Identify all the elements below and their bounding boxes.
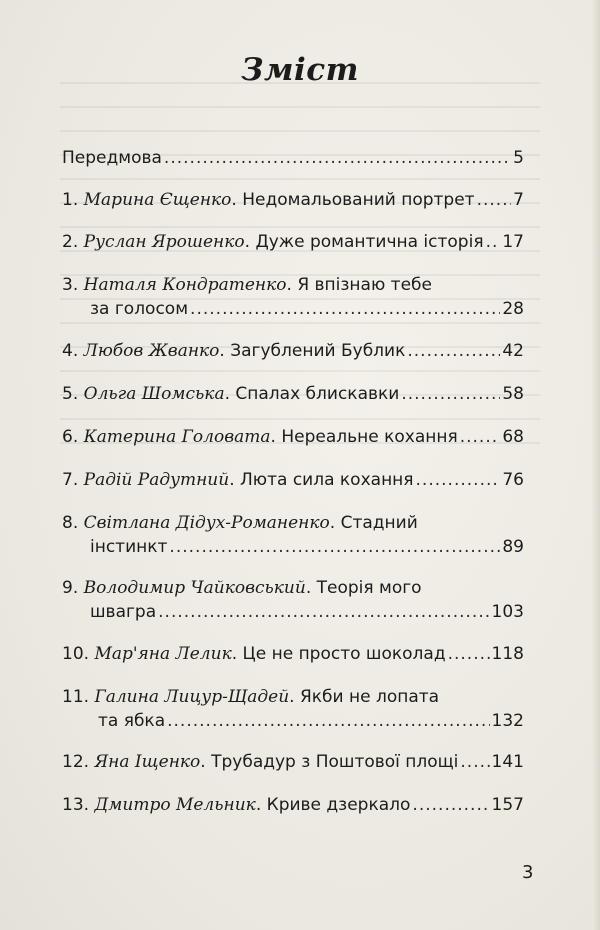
toc-entry-4: 4. Любов Жванко . Загублений Бублик ..... 42 <box>62 339 524 363</box>
dot-leader <box>477 188 512 212</box>
entry-title: Це не просто шоколад <box>242 644 446 664</box>
entry-author: Катерина Головата <box>83 427 271 447</box>
entry-author: Любов Жванко <box>83 341 220 361</box>
entry-page: 118 <box>491 644 524 664</box>
dot-leader <box>416 468 501 492</box>
entry-author: Руслан Ярошенко <box>83 232 245 252</box>
entry-number: 7. <box>62 470 79 490</box>
toc-entry-9: 9. Володимир Чайковський . Теорія мого швагра ..... 103 <box>62 576 524 624</box>
entry-page: 5 <box>513 148 524 168</box>
entry-author: Наталя Кондратенко <box>83 275 287 295</box>
entry-title-line2: та ябка <box>98 711 166 731</box>
entry-author: Володимир Чайковський <box>83 578 306 598</box>
dot-leader <box>158 600 489 624</box>
entry-number: 11. <box>62 687 90 707</box>
entry-title-line1: Якби не лопата <box>299 687 440 707</box>
entry-page: 103 <box>491 602 524 622</box>
entry-page: 7 <box>513 190 524 210</box>
entry-title-line1: Я впізнаю тебе <box>297 275 432 295</box>
dot-leader <box>167 709 489 733</box>
entry-author: Мар'яна Лелик <box>94 644 232 664</box>
entry-page: 141 <box>491 752 524 772</box>
entry-page: 68 <box>502 427 524 447</box>
toc-entry-11: 11. Галина Лицур-Щадей . Якби не лопата та ябка ..... 132 <box>62 685 524 733</box>
entry-author: Дмитро Мельник <box>94 795 256 815</box>
entry-page: 157 <box>491 795 524 815</box>
dot-leader <box>164 146 511 170</box>
entry-page: 58 <box>502 384 524 404</box>
entry-title: Трубадур з Поштової площі <box>211 752 459 772</box>
entry-title: Спалах блискавки <box>235 384 400 404</box>
entry-title: Недомальований портрет <box>242 190 475 210</box>
entry-page: 89 <box>502 537 524 557</box>
dot-leader <box>448 642 490 666</box>
dot-leader <box>169 535 500 559</box>
entry-title-line1: Теорія мого <box>316 578 422 598</box>
entry-number: 1. <box>62 190 79 210</box>
entry-author: Галина Лицур-Щадей <box>94 687 290 707</box>
dot-leader <box>460 750 489 774</box>
entry-page: 17 <box>502 232 524 252</box>
toc-entry-preface <box>62 146 524 170</box>
entry-title: Криве дзеркало <box>266 795 411 815</box>
entry-number: 13. <box>62 795 90 815</box>
entry-number: 9. <box>62 578 79 598</box>
entry-title-line1: Стадний <box>340 513 418 533</box>
toc-entry-12: 12. Яна Іщенко . Трубадур з Поштової площі ..... 141 <box>62 750 524 774</box>
entry-author: Ольга Шомська <box>83 384 225 404</box>
toc-entry-10: 10. Мар'яна Лелик . Це не просто шоколад ..... 118 <box>62 642 524 666</box>
dot-leader <box>460 425 501 449</box>
entry-page: 28 <box>502 299 524 319</box>
entry-number: 4. <box>62 341 79 361</box>
entry-title: Дуже романтична історія <box>255 232 484 252</box>
page-title: Зміст <box>241 52 359 88</box>
entry-page: 76 <box>502 470 524 490</box>
dot-leader <box>412 793 489 817</box>
entry-title: Загублений Бублик <box>230 341 406 361</box>
page-number: 3 <box>522 862 534 883</box>
toc-entry-3: 3. Наталя Кондратенко . Я впізнаю тебе за голосом ..... 28 <box>62 273 524 321</box>
page-edge <box>592 0 600 930</box>
dot-leader <box>486 230 501 254</box>
toc-entry-2: 2. Руслан Ярошенко . Дуже романтична історія ..... 17 <box>62 230 524 254</box>
entry-title: Передмова <box>62 148 162 168</box>
entry-number: 12. <box>62 752 90 772</box>
entry-number: 10. <box>62 644 90 664</box>
entry-title-line2: швагра <box>90 602 157 622</box>
entry-number: 2. <box>62 232 79 252</box>
toc-entry-13: 13. Дмитро Мельник . Криве дзеркало ..... 157 <box>62 793 524 817</box>
entry-page: 132 <box>491 711 524 731</box>
entry-author: Яна Іщенко <box>94 752 201 772</box>
entry-number: 5. <box>62 384 79 404</box>
toc-entry-7: 7. Радій Радутний . Люта сила кохання ..... 76 <box>62 468 524 492</box>
entry-author: Марина Єщенко <box>83 190 232 210</box>
toc-entry-1: 1. Марина Єщенко . Недомальований портрет ..... 7 <box>62 188 524 212</box>
entry-title: Нереальне кохання <box>281 427 458 447</box>
entry-number: 3. <box>62 275 79 295</box>
entry-number: 6. <box>62 427 79 447</box>
toc-entry-6: 6. Катерина Головата . Нереальне кохання ..... 68 <box>62 425 524 449</box>
entry-page: 42 <box>502 341 524 361</box>
entry-title: Люта сила кохання <box>240 470 414 490</box>
entry-number: 8. <box>62 513 79 533</box>
dot-leader <box>190 297 500 321</box>
entry-author: Світлана Дідух-Романенко <box>83 513 330 533</box>
entry-title-line2: за голосом <box>90 299 189 319</box>
dot-leader <box>401 382 500 406</box>
toc-entry-8: 8. Світлана Дідух-Романенко . Стадний інстинкт ..... 89 <box>62 511 524 559</box>
entry-author: Радій Радутний <box>83 470 230 490</box>
dot-leader <box>407 339 500 363</box>
entry-title-line2: інстинкт <box>90 537 168 557</box>
toc-entry-5: 5. Ольга Шомська . Спалах блискавки ..... 58 <box>62 382 524 406</box>
